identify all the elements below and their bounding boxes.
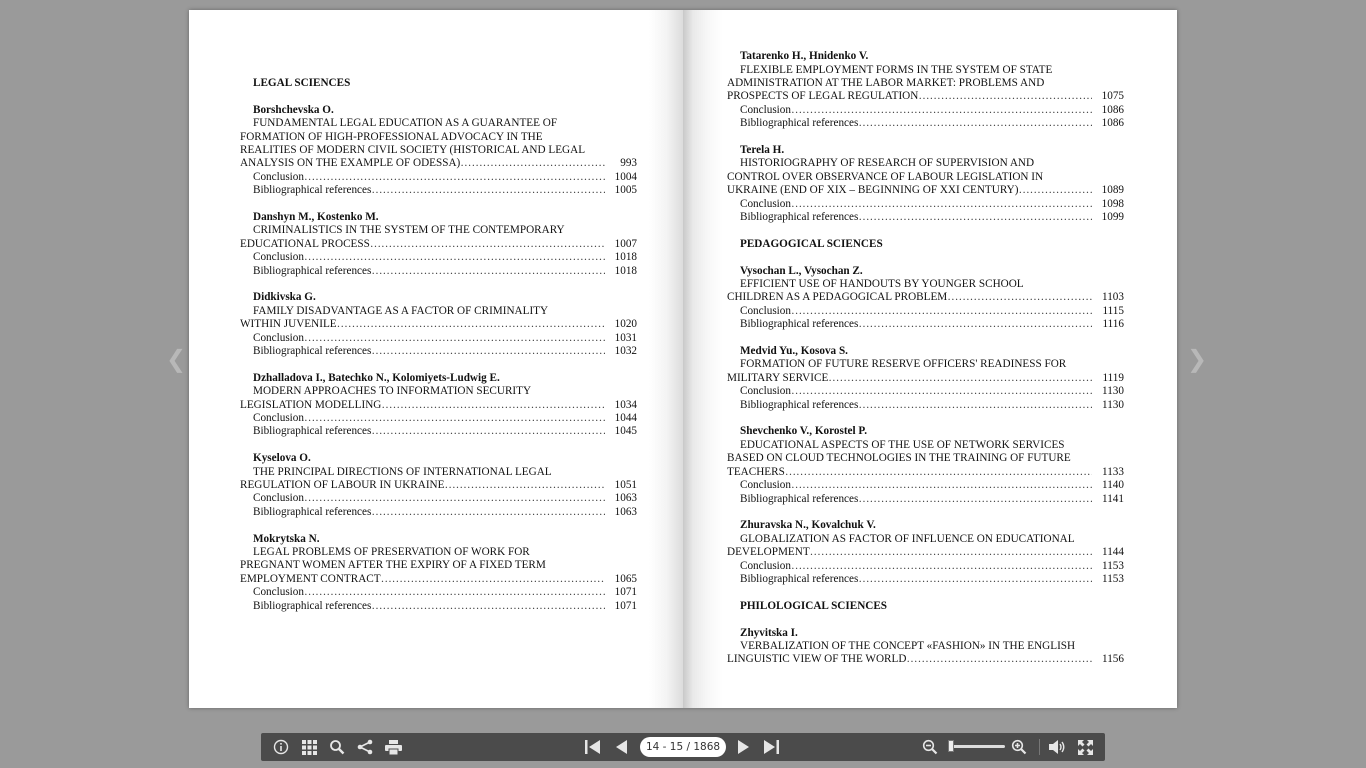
toc-conclusion-entry-text: Conclusion <box>253 331 304 344</box>
leader-dots <box>858 318 1092 331</box>
leader-dots <box>304 492 605 505</box>
toc-article-entry-page: 1051 <box>614 479 637 492</box>
toc-article-entry-page: 1089 <box>1101 184 1124 197</box>
toc-article-entry-text: LINGUISTIC VIEW OF THE WORLD <box>727 653 907 666</box>
toc-title-line: FAMILY DISADVANTAGE AS A FACTOR OF CRIMINALITY <box>253 304 549 317</box>
toc-conclusion-entry-text: Conclusion <box>740 103 791 116</box>
leader-dots <box>304 412 605 425</box>
spacer <box>240 439 637 452</box>
toc-article-entry[interactable] <box>727 291 1124 304</box>
toc-article-entry-page: 1065 <box>614 572 637 585</box>
toc-conclusion-entry[interactable] <box>727 479 1124 492</box>
toc-article-entry-page: 993 <box>620 157 637 170</box>
leader-dots <box>858 493 1092 506</box>
leader-dots <box>370 238 605 251</box>
leader-dots <box>304 332 605 345</box>
spacer <box>727 37 1124 50</box>
toc-conclusion-entry-text: Conclusion <box>740 385 791 398</box>
toc-title-line: CRIMINALISTICS IN THE SYSTEM OF THE CONTEMPORARY <box>253 224 565 237</box>
toc-left-column <box>240 10 637 627</box>
toc-author: Dzhalladova I., Batechko N., Kolomiyets-Ludwig E. <box>253 371 500 384</box>
leader-dots <box>828 372 1092 385</box>
toc-right-column <box>727 10 1124 680</box>
toc-references-entry-page: 1018 <box>614 264 637 277</box>
toc-references-entry-text: Bibliographical references <box>740 117 859 130</box>
toc-author: Tatarenko H., Hnidenko V. <box>740 50 869 63</box>
toc-references-entry[interactable] <box>240 425 637 438</box>
toc-article-entry-text: DEVELOPMENT <box>727 546 810 559</box>
leader-dots <box>460 157 605 170</box>
toc-title-line: PREGNANT WOMEN AFTER THE EXPIRY OF A FIXED TERM <box>240 559 546 572</box>
toc-conclusion-entry[interactable] <box>240 332 637 345</box>
toc-article-entry[interactable] <box>240 399 637 412</box>
toc-author: Borshchevska O. <box>253 103 334 116</box>
toc-article-entry-text: UKRAINE (END OF XIX – BEGINNING OF XXI CENTURY) <box>727 184 1019 197</box>
toc-conclusion-entry-text: Conclusion <box>740 479 791 492</box>
spacer <box>240 37 637 50</box>
toc-references-entry-page: 1032 <box>614 345 637 358</box>
leader-dots <box>371 345 605 358</box>
toc-references-entry-page: 1153 <box>1102 572 1124 585</box>
toc-conclusion-entry-page: 1115 <box>1102 304 1124 317</box>
toc-references-entry-page: 1141 <box>1102 492 1124 505</box>
leader-dots <box>381 399 605 412</box>
toc-title-line: FLEXIBLE EMPLOYMENT FORMS IN THE SYSTEM OF STATE <box>740 63 1053 76</box>
section-heading: LEGAL SCIENCES <box>253 76 351 89</box>
toc-article-entry-text: MILITARY SERVICE <box>727 371 829 384</box>
leader-dots <box>858 573 1092 586</box>
spacer <box>240 23 637 36</box>
toc-conclusion-entry-text: Conclusion <box>253 170 304 183</box>
toc-title-line: VERBALIZATION OF THE CONCEPT «FASHION» IN THE ENGLISH <box>740 639 1076 652</box>
toc-references-entry-page: 1116 <box>1102 318 1124 331</box>
toc-article-entry-page: 1075 <box>1101 90 1124 103</box>
toc-conclusion-entry-text: Conclusion <box>253 412 304 425</box>
toc-references-entry-text: Bibliographical references <box>253 425 372 438</box>
zoom-slider-handle[interactable] <box>948 740 954 752</box>
print-icon[interactable] <box>383 733 403 761</box>
toc-conclusion-entry-page: 1098 <box>1101 197 1124 210</box>
toc-title-line: HISTORIOGRAPHY OF RESEARCH OF SUPERVISION AND <box>740 157 1035 170</box>
toc-article-entry-page: 1103 <box>1102 291 1124 304</box>
toc-conclusion-entry[interactable] <box>240 412 637 425</box>
toc-references-entry[interactable] <box>727 573 1124 586</box>
leader-dots <box>791 385 1092 398</box>
toc-article-entry-text: ANALYSIS ON THE EXAMPLE OF ODESSA) <box>240 157 461 170</box>
toc-article-entry-text: PROSPECTS OF LEGAL REGULATION <box>727 90 919 103</box>
toolbar-divider <box>1039 739 1040 755</box>
toc-article-entry-text: LEGISLATION MODELLING <box>240 398 382 411</box>
leader-dots <box>444 479 605 492</box>
spacer <box>727 224 1124 237</box>
toc-article-entry[interactable] <box>727 546 1124 559</box>
spacer <box>240 519 637 532</box>
toc-conclusion-entry[interactable] <box>727 198 1124 211</box>
leader-dots <box>906 653 1092 666</box>
toc-conclusion-entry-text: Conclusion <box>253 586 304 599</box>
toc-conclusion-entry-page: 1004 <box>614 170 637 183</box>
toc-title-line: EDUCATIONAL ASPECTS OF THE USE OF NETWORK SERVICES <box>740 438 1065 451</box>
toc-title-line: MODERN APPROACHES TO INFORMATION SECURITY <box>253 385 532 398</box>
leader-dots <box>1018 184 1092 197</box>
toc-references-entry[interactable] <box>240 184 637 197</box>
toc-article-entry[interactable] <box>240 479 637 492</box>
toc-title-line: EFFICIENT USE OF HANDOUTS BY YOUNGER SCHOOL <box>740 278 1024 291</box>
toc-conclusion-entry[interactable] <box>727 305 1124 318</box>
leader-dots <box>947 291 1092 304</box>
toc-references-entry-page: 1099 <box>1101 211 1124 224</box>
toc-conclusion-entry-page: 1153 <box>1102 559 1124 572</box>
leader-dots <box>337 318 605 331</box>
spacer <box>727 23 1124 36</box>
spacer <box>727 131 1124 144</box>
leader-dots <box>858 399 1092 412</box>
toc-references-entry-page: 1086 <box>1101 117 1124 130</box>
section-heading: PHILOLOGICAL SCIENCES <box>740 599 888 612</box>
leader-dots <box>304 171 605 184</box>
toc-title-line: CONTROL OVER OBSERVANCE OF LABOUR LEGISLATION IN <box>727 170 1044 183</box>
prev-page-icon[interactable] <box>611 733 631 761</box>
last-page-icon[interactable] <box>761 733 781 761</box>
toc-references-entry-text: Bibliographical references <box>253 184 372 197</box>
zoom-out-icon[interactable] <box>920 733 940 761</box>
spacer <box>240 50 637 63</box>
toc-conclusion-entry-page: 1031 <box>614 331 637 344</box>
toc-title-line: GLOBALIZATION AS FACTOR OF INFLUENCE ON EDUCATIONAL <box>740 532 1075 545</box>
toc-article-entry-page: 1119 <box>1102 371 1124 384</box>
share-icon[interactable] <box>355 733 375 761</box>
leader-dots <box>791 104 1092 117</box>
toc-article-entry-page: 1144 <box>1102 546 1124 559</box>
toc-article-entry-text: REGULATION OF LABOUR IN UKRAINE <box>240 479 445 492</box>
toc-article-entry[interactable] <box>727 653 1124 666</box>
toc-article-entry[interactable] <box>240 573 637 586</box>
leader-dots <box>371 600 605 613</box>
toc-references-entry[interactable] <box>727 493 1124 506</box>
toc-references-entry-text: Bibliographical references <box>740 211 859 224</box>
toc-references-entry[interactable] <box>240 345 637 358</box>
toc-references-entry[interactable] <box>727 318 1124 331</box>
toc-article-entry-page: 1020 <box>614 318 637 331</box>
toc-article-entry[interactable] <box>727 372 1124 385</box>
toc-article-entry[interactable] <box>240 318 637 331</box>
toc-author: Shevchenko V., Korostel P. <box>740 425 868 438</box>
right-page <box>683 10 1177 708</box>
toc-conclusion-entry[interactable] <box>240 171 637 184</box>
spacer <box>727 251 1124 264</box>
leader-dots <box>858 117 1092 130</box>
leader-dots <box>785 466 1092 479</box>
sound-icon[interactable] <box>1047 733 1067 761</box>
leader-dots <box>371 265 605 278</box>
spacer <box>240 198 637 211</box>
toc-article-entry[interactable] <box>727 90 1124 103</box>
toc-references-entry-text: Bibliographical references <box>253 505 372 518</box>
toc-author: Zhuravska N., Kovalchuk V. <box>740 519 876 532</box>
toc-conclusion-entry-page: 1130 <box>1102 385 1124 398</box>
toc-references-entry-text: Bibliographical references <box>740 318 859 331</box>
spacer <box>240 90 637 103</box>
info-icon[interactable] <box>271 733 291 761</box>
toc-title-line: FORMATION OF HIGH-PROFESSIONAL ADVOCACY IN THE <box>240 130 543 143</box>
toc-conclusion-entry-page: 1071 <box>614 586 637 599</box>
toc-references-entry-text: Bibliographical references <box>253 345 372 358</box>
fullscreen-icon[interactable] <box>1075 733 1095 761</box>
leader-dots <box>791 198 1092 211</box>
toc-conclusion-entry-text: Conclusion <box>253 492 304 505</box>
spacer <box>727 332 1124 345</box>
section-heading: PEDAGOGICAL SCIENCES <box>740 237 883 250</box>
first-page-icon[interactable] <box>583 733 603 761</box>
toc-references-entry-text: Bibliographical references <box>740 492 859 505</box>
spacer <box>727 412 1124 425</box>
leader-dots <box>791 479 1092 492</box>
spacer <box>727 506 1124 519</box>
leader-dots <box>810 546 1092 559</box>
toc-article-entry-page: 1133 <box>1102 465 1124 478</box>
toc-article-entry[interactable] <box>240 157 637 170</box>
toc-conclusion-entry-page: 1086 <box>1101 103 1124 116</box>
spacer <box>727 586 1124 599</box>
toc-title-line: FORMATION OF FUTURE RESERVE OFFICERS' READINESS FOR <box>740 358 1067 371</box>
toc-title-line: BASED ON CLOUD TECHNOLOGIES IN THE TRAINING OF FUTURE <box>727 452 1071 465</box>
toc-conclusion-entry[interactable] <box>240 586 637 599</box>
left-page <box>189 10 683 708</box>
toc-author: Mokrytska N. <box>253 532 320 545</box>
leader-dots <box>918 90 1092 103</box>
spacer <box>727 613 1124 626</box>
next-spread-arrow-icon[interactable]: ❯ <box>1187 345 1208 373</box>
toc-conclusion-entry-text: Conclusion <box>740 197 791 210</box>
toc-article-entry-text: CHILDREN AS A PEDAGOGICAL PROBLEM <box>727 291 948 304</box>
toc-references-entry-page: 1130 <box>1102 398 1124 411</box>
toc-author: Danshyn M., Kostenko M. <box>253 210 379 223</box>
toc-conclusion-entry-page: 1140 <box>1102 479 1124 492</box>
toc-article-entry-text: EMPLOYMENT CONTRACT <box>240 572 381 585</box>
leader-dots <box>791 560 1092 573</box>
zoom-slider-track[interactable] <box>949 745 1005 748</box>
toc-article-entry[interactable] <box>727 184 1124 197</box>
toc-article-entry-page: 1034 <box>614 398 637 411</box>
toc-title-line: LEGAL PROBLEMS OF PRESERVATION OF WORK FOR <box>253 546 530 559</box>
toc-references-entry[interactable] <box>240 506 637 519</box>
leader-dots <box>304 251 605 264</box>
toc-author: Medvid Yu., Kosova S. <box>740 345 848 358</box>
toc-references-entry-page: 1071 <box>614 599 637 612</box>
toc-references-entry-text: Bibliographical references <box>253 264 372 277</box>
toc-author: Zhyvitska I. <box>740 626 798 639</box>
toc-title-line: REALITIES OF MODERN CIVIL SOCIETY (HISTORICAL AND LEGAL <box>240 143 586 156</box>
spacer <box>727 667 1124 680</box>
leader-dots <box>858 211 1092 224</box>
toc-title-line: ADMINISTRATION AT THE LABOR MARKET: PROBLEMS AND <box>727 76 1045 89</box>
toc-article-entry-text: EDUCATIONAL PROCESS <box>240 237 370 250</box>
toc-conclusion-entry-text: Conclusion <box>740 304 791 317</box>
spacer <box>240 613 637 626</box>
toc-references-entry-page: 1005 <box>614 184 637 197</box>
book-spread <box>189 10 1177 708</box>
toc-conclusion-entry[interactable] <box>727 104 1124 117</box>
toc-conclusion-entry-page: 1018 <box>614 251 637 264</box>
thumbnails-icon[interactable] <box>299 733 319 761</box>
toc-article-entry[interactable] <box>727 466 1124 479</box>
toc-conclusion-entry[interactable] <box>240 251 637 264</box>
toc-references-entry[interactable] <box>240 265 637 278</box>
search-icon[interactable] <box>327 733 347 761</box>
toc-author: Kyselova O. <box>253 452 311 465</box>
toc-article-entry[interactable] <box>240 238 637 251</box>
leader-dots <box>304 586 605 599</box>
prev-spread-arrow-icon[interactable]: ❮ <box>166 345 187 373</box>
toc-references-entry-page: 1045 <box>614 425 637 438</box>
toc-article-entry-page: 1007 <box>614 237 637 250</box>
page-indicator[interactable]: 14 - 15 / 1868 <box>640 737 726 757</box>
viewer-toolbar <box>261 733 1105 761</box>
spacer <box>240 358 637 371</box>
next-page-icon[interactable] <box>733 733 753 761</box>
toc-conclusion-entry-page: 1063 <box>614 492 637 505</box>
toc-conclusion-entry-text: Conclusion <box>740 559 791 572</box>
toc-author: Vysochan L., Vysochan Z. <box>740 264 863 277</box>
toc-references-entry-text: Bibliographical references <box>740 572 859 585</box>
toc-references-entry-text: Bibliographical references <box>740 398 859 411</box>
leader-dots <box>371 506 605 519</box>
toc-conclusion-entry-page: 1044 <box>614 412 637 425</box>
toc-title-line: FUNDAMENTAL LEGAL EDUCATION AS A GUARANTEE OF <box>253 117 558 130</box>
toc-author: Didkivska G. <box>253 291 316 304</box>
toc-conclusion-entry-text: Conclusion <box>253 251 304 264</box>
leader-dots <box>371 184 605 197</box>
toc-article-entry-text: TEACHERS <box>727 465 785 478</box>
toc-references-entry[interactable] <box>727 117 1124 130</box>
zoom-in-icon[interactable] <box>1009 733 1029 761</box>
toc-conclusion-entry[interactable] <box>727 560 1124 573</box>
toc-conclusion-entry[interactable] <box>240 492 637 505</box>
spacer <box>240 10 637 23</box>
toc-references-entry-page: 1063 <box>614 505 637 518</box>
toc-article-entry-page: 1156 <box>1102 653 1124 666</box>
leader-dots <box>371 425 605 438</box>
toc-references-entry[interactable] <box>727 211 1124 224</box>
spacer <box>727 10 1124 23</box>
leader-dots <box>791 305 1092 318</box>
toc-article-entry-text: WITHIN JUVENILE <box>240 318 337 331</box>
toc-references-entry[interactable] <box>240 600 637 613</box>
toc-title-line: THE PRINCIPAL DIRECTIONS OF INTERNATIONAL LEGAL <box>253 465 552 478</box>
toc-references-entry-text: Bibliographical references <box>253 599 372 612</box>
spacer <box>240 278 637 291</box>
spacer <box>240 64 637 77</box>
leader-dots <box>381 573 605 586</box>
toc-author: Terela H. <box>740 144 785 156</box>
toc-references-entry[interactable] <box>727 399 1124 412</box>
toc-conclusion-entry[interactable] <box>727 385 1124 398</box>
